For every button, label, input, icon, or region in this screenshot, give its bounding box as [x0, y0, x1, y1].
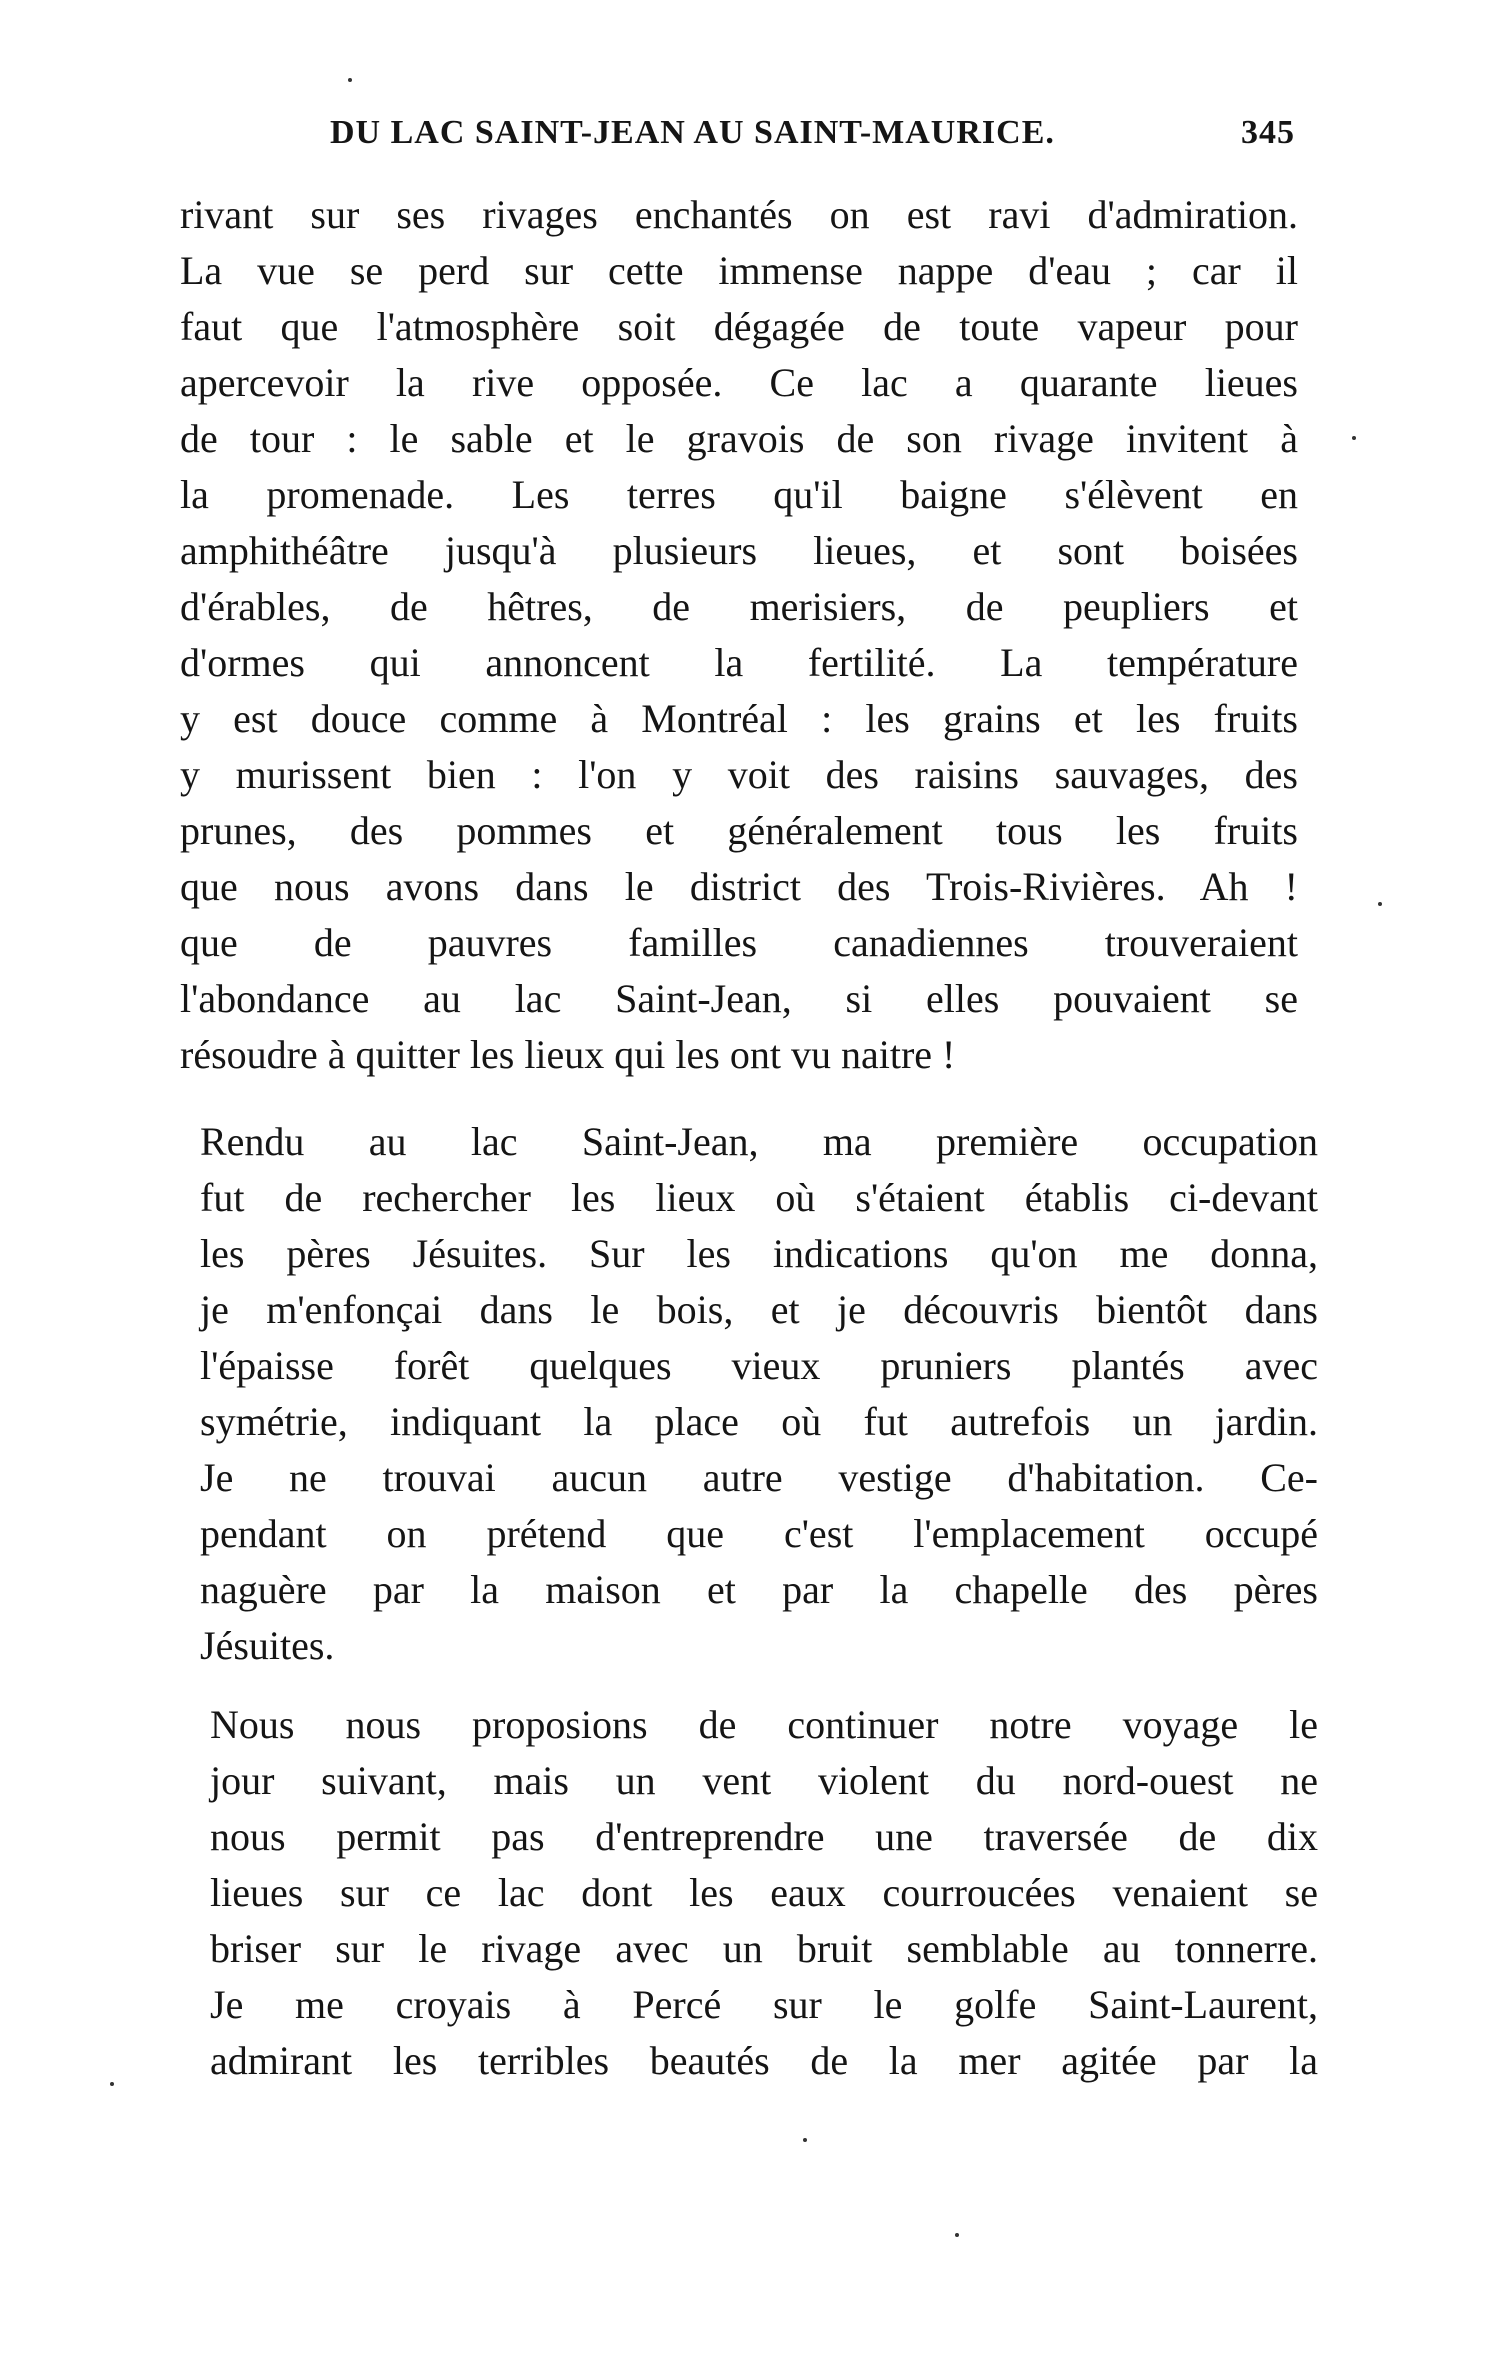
paragraph [200, 1114, 1318, 1674]
text-line: prunes, des pommes et généralement tous les fruits [180, 808, 1298, 853]
text-line: Je me croyais à Percé sur le golfe Saint-Laurent, [210, 1982, 1318, 2027]
print-speck [348, 78, 352, 82]
text-line: y est douce comme à Montréal : les grains et les fruits [180, 696, 1298, 741]
text-line: amphithéâtre jusqu'à plusieurs lieues, et sont boisées [180, 528, 1298, 573]
text-line: que nous avons dans le district des Trois-Rivières. Ah ! [180, 864, 1298, 909]
text-line: faut que l'atmosphère soit dégagée de toute vapeur pour [180, 304, 1298, 349]
print-speck [1378, 902, 1382, 906]
print-speck [110, 2082, 114, 2086]
text-line: rivant sur ses rivages enchantés on est ravi d'admiration. [180, 192, 1298, 237]
text-line: Nous nous proposions de continuer notre voyage le [210, 1702, 1318, 1747]
text-line: apercevoir la rive opposée. Ce lac a quarante lieues [180, 360, 1298, 405]
text-line: de tour : le sable et le gravois de son rivage invitent à [180, 416, 1298, 461]
text-line: nous permit pas d'entreprendre une traversée de dix [210, 1814, 1318, 1859]
text-line: naguère par la maison et par la chapelle des pères [200, 1567, 1318, 1612]
page-number: 345 [1241, 114, 1295, 151]
text-line: je m'enfonçai dans le bois, et je découvris bientôt dans [200, 1287, 1318, 1332]
text-line: l'abondance au lac Saint-Jean, si elles pouvaient se [180, 976, 1298, 1021]
text-line: briser sur le rivage avec un bruit semblable au tonnerre. [210, 1926, 1318, 1971]
running-title: DU LAC SAINT-JEAN AU SAINT-MAURICE. [330, 114, 1055, 151]
print-speck [803, 2138, 807, 2142]
text-line: d'ormes qui annoncent la fertilité. La température [180, 640, 1298, 685]
text-line: Rendu au lac Saint-Jean, ma première occupation [200, 1119, 1318, 1164]
print-speck [955, 2233, 959, 2237]
text-line: admirant les terribles beautés de la mer agitée par la [210, 2038, 1318, 2083]
text-line: pendant on prétend que c'est l'emplacement occupé [200, 1511, 1318, 1556]
text-line: résoudre à quitter les lieux qui les ont vu naitre ! [180, 1032, 956, 1077]
text-line: symétrie, indiquant la place où fut autrefois un jardin. [200, 1399, 1318, 1444]
text-line: jour suivant, mais un vent violent du nord-ouest ne [210, 1758, 1318, 1803]
text-line: Jésuites. [200, 1623, 335, 1668]
text-line: la promenade. Les terres qu'il baigne s'élèvent en [180, 472, 1298, 517]
text-line: que de pauvres familles canadiennes trouveraient [180, 920, 1298, 965]
text-line: La vue se perd sur cette immense nappe d'eau ; car il [180, 248, 1298, 293]
paragraph [180, 187, 1298, 1083]
text-line: fut de rechercher les lieux où s'étaient établis ci-devant [200, 1175, 1318, 1220]
text-line: Je ne trouvai aucun autre vestige d'habitation. Ce- [200, 1455, 1318, 1500]
running-head [330, 108, 1295, 158]
text-line: d'érables, de hêtres, de merisiers, de peupliers et [180, 584, 1298, 629]
paragraph [210, 1697, 1318, 2089]
text-line: y murissent bien : l'on y voit des raisins sauvages, des [180, 752, 1298, 797]
text-line: l'épaisse forêt quelques vieux pruniers plantés avec [200, 1343, 1318, 1388]
print-speck [1352, 436, 1356, 440]
text-line: les pères Jésuites. Sur les indications qu'on me donna, [200, 1231, 1318, 1276]
text-line: lieues sur ce lac dont les eaux courroucées venaient se [210, 1870, 1318, 1915]
